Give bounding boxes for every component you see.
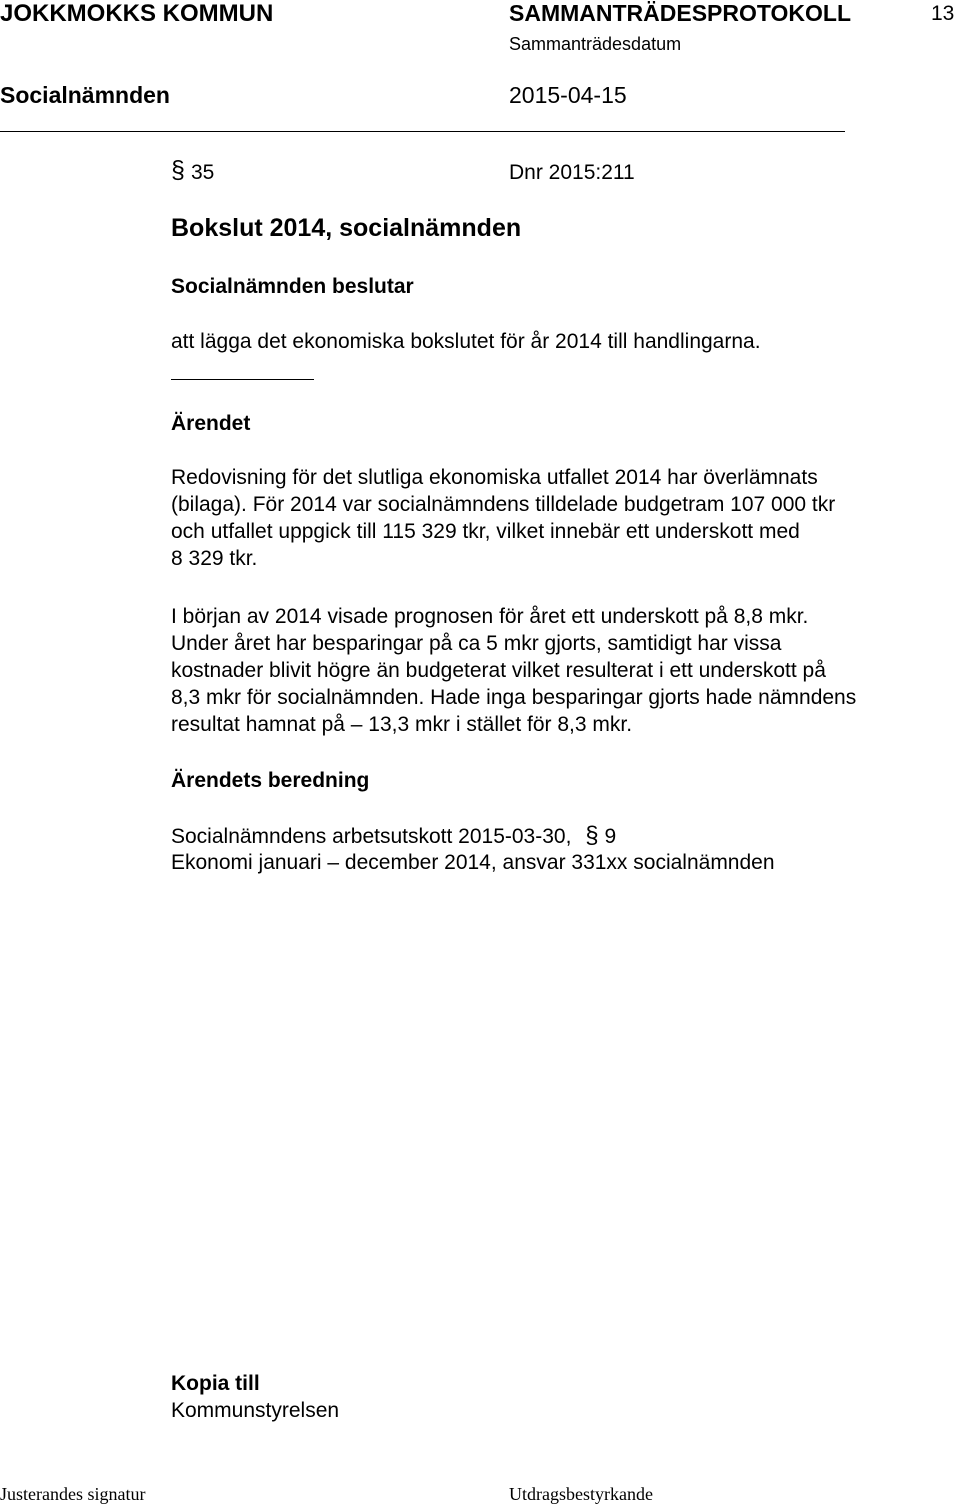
certification-label: Utdragsbestyrkande — [509, 1484, 653, 1504]
matter-paragraph-2 — [171, 603, 931, 738]
page-number: 13 — [931, 2, 955, 25]
matter-paragraph-1 — [171, 464, 931, 572]
signature-label: Justerandes signatur — [0, 1484, 146, 1504]
matter-paragraph-1-line: (bilaga). För 2014 var socialnämndens tilldelade budgetram 107 000 tkr — [171, 493, 836, 516]
matter-paragraph-2-line: Under året har besparingar på ca 5 mkr gjorts, samtidigt har vissa — [171, 632, 782, 655]
page-title: Bokslut 2014, socialnämnden — [171, 214, 522, 242]
document-type: SAMMANTRÄDESPROTOKOLL — [509, 0, 852, 26]
matter-paragraph-1-line: 8 329 tkr. — [171, 547, 258, 570]
header-divider — [0, 131, 845, 132]
decision-heading: Socialnämnden beslutar — [171, 275, 414, 298]
section-sign: § — [171, 156, 185, 184]
copy-to-heading: Kopia till — [171, 1372, 260, 1395]
committee-name: Socialnämnden — [0, 82, 170, 108]
preparation-line-2: Ekonomi januari – december 2014, ansvar 331xx socialnämnden — [171, 851, 775, 874]
matter-paragraph-2-line: 8,3 mkr för socialnämnden. Hade inga besparingar gjorts hade nämndens — [171, 686, 857, 709]
dnr: Dnr 2015:211 — [509, 161, 635, 184]
preparation-section-number: 9 — [604, 825, 617, 848]
preparation-reference-text: Socialnämndens arbetsutskott 2015-03-30, — [171, 825, 572, 848]
matter-paragraph-1-line: Redovisning för det slutliga ekonomiska utfallet 2014 har överlämnats — [171, 466, 818, 489]
matter-paragraph-1-line: och utfallet uppgick till 115 329 tkr, vilket innebär ett underskott med — [171, 520, 800, 543]
date-label: Sammanträdesdatum — [509, 34, 682, 54]
matter-heading: Ärendet — [171, 412, 251, 435]
preparation-line-1 — [171, 822, 616, 850]
municipality-name: JOKKMOKKS KOMMUN — [0, 0, 274, 27]
item-number: 35 — [191, 161, 215, 184]
preparation-heading: Ärendets beredning — [171, 769, 370, 792]
decision-text: att lägga det ekonomiska bokslutet för år 2014 till handlingarna. — [171, 330, 761, 353]
matter-paragraph-2-line: I början av 2014 visade prognosen för året ett underskott på 8,8 mkr. — [171, 605, 809, 628]
decision-divider — [171, 379, 314, 380]
matter-paragraph-2-line: kostnader blivit högre än budgeterat vilket resulterat i ett underskott på — [171, 659, 826, 682]
section-sign: § — [585, 822, 599, 849]
meeting-date: 2015-04-15 — [509, 82, 627, 108]
copy-to-recipient: Kommunstyrelsen — [171, 1399, 340, 1422]
matter-paragraph-2-line: resultat hamnat på – 13,3 mkr i stället för 8,3 mkr. — [171, 713, 633, 736]
